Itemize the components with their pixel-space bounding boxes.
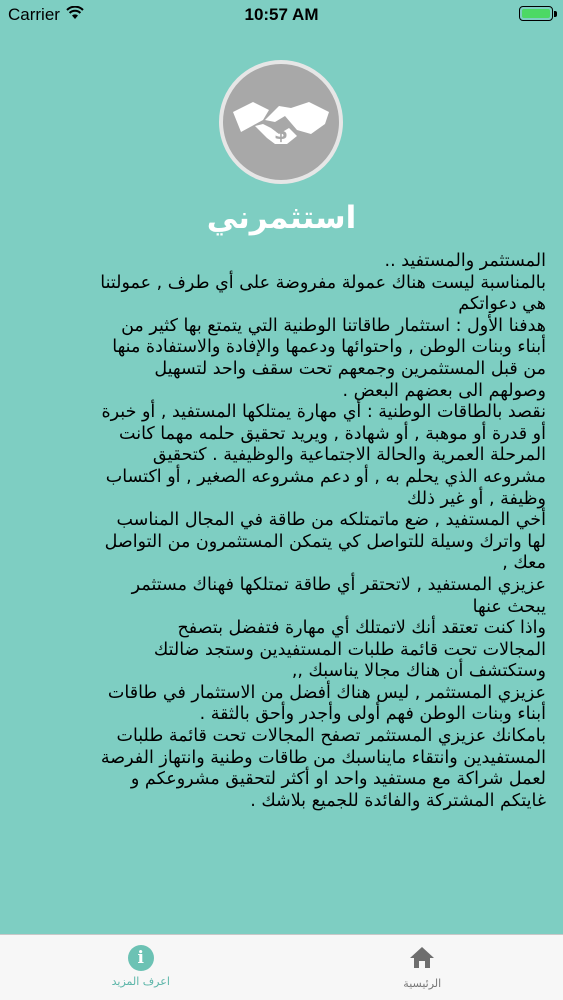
carrier-label: Carrier <box>8 5 60 24</box>
svg-text:$: $ <box>274 120 288 144</box>
tab-home[interactable] <box>282 935 563 1000</box>
battery-fill <box>522 9 550 18</box>
page-title: استثمرني <box>206 200 357 236</box>
info-icon: i <box>128 945 154 971</box>
about-text: المستثمر والمستفيد .. بالمناسبة ليست هناك عمولة مفروضة على أي طرف , عمولتنا هي دعواتكم هدفنا الأول : استثمار طاقاتنا الوطنية التي يتمتع بها كثير من أبناء وبنات الوطن , واحتوائها ودعمها والإفادة والاستفادة منها من قبل المستثمرين وجمعهم تحت سقف واحد لتسهيل وصولهم الى بعضهم البعض . نقصد بالطاقات الوطنية : أي مهارة يمتلكها المستفيد , أو خبرة أو قدرة أو موهبة , أو شهادة , ويريد تحقيق حلمه مهما كانت المرحلة العمرية والحالة الاجتماعية والوظيفية . كتحقيق مشروعه الذي يحلم به , أو دعم مشروعه الصغير , أو اكتساب وظيفة , أو غير ذلك أخي المستفيد , ضع ماتمتلكه من طاقة في المجال المناسب لها واترك وسيلة للتواصل كي يتمكن المستثمرون من التواصل معك , عزيزي المستفيد , لاتحتقر أي طاقة تمتلكها فهناك مستثمر يبحث عنها واذا كنت تعتقد أنك لاتمتلك أي مهارة فتفضل بتصفح المجالات تحت قائمة طلبات المستفيدين وستجد ضالتك وستكتشف أن هناك مجالا يناسبك ,, عزيزي المستثمر , ليس هناك أفضل من الاستثمار في طاقات أبناء وبنات الوطن فهم أولى وأجدر وأحق بالثقة . بامكانك عزيزي المستثمر تصفح المجالات تحت قائمة طلبات المستفيدين وانتقاء مايناسبك من طاقات وطنية وانتهاز الفرصة لعمل شراكة مع مستفيد واحد او أكثر لتحقيق مشروعكم و غايتكم المشتركة والفائدة للجميع بلاشك . <box>100 251 546 811</box>
battery-icon <box>519 6 553 21</box>
home-icon <box>408 954 436 973</box>
tab-bar <box>0 934 563 1000</box>
tab-more[interactable] <box>0 935 282 1000</box>
status-time: 10:57 AM <box>244 5 319 24</box>
tab-home-label: الرئيسية <box>403 977 442 990</box>
tab-more-label: اعرف المزيد <box>111 975 170 988</box>
status-right <box>519 6 553 21</box>
handshake-dollar-icon <box>219 60 343 184</box>
status-bar <box>0 0 563 30</box>
